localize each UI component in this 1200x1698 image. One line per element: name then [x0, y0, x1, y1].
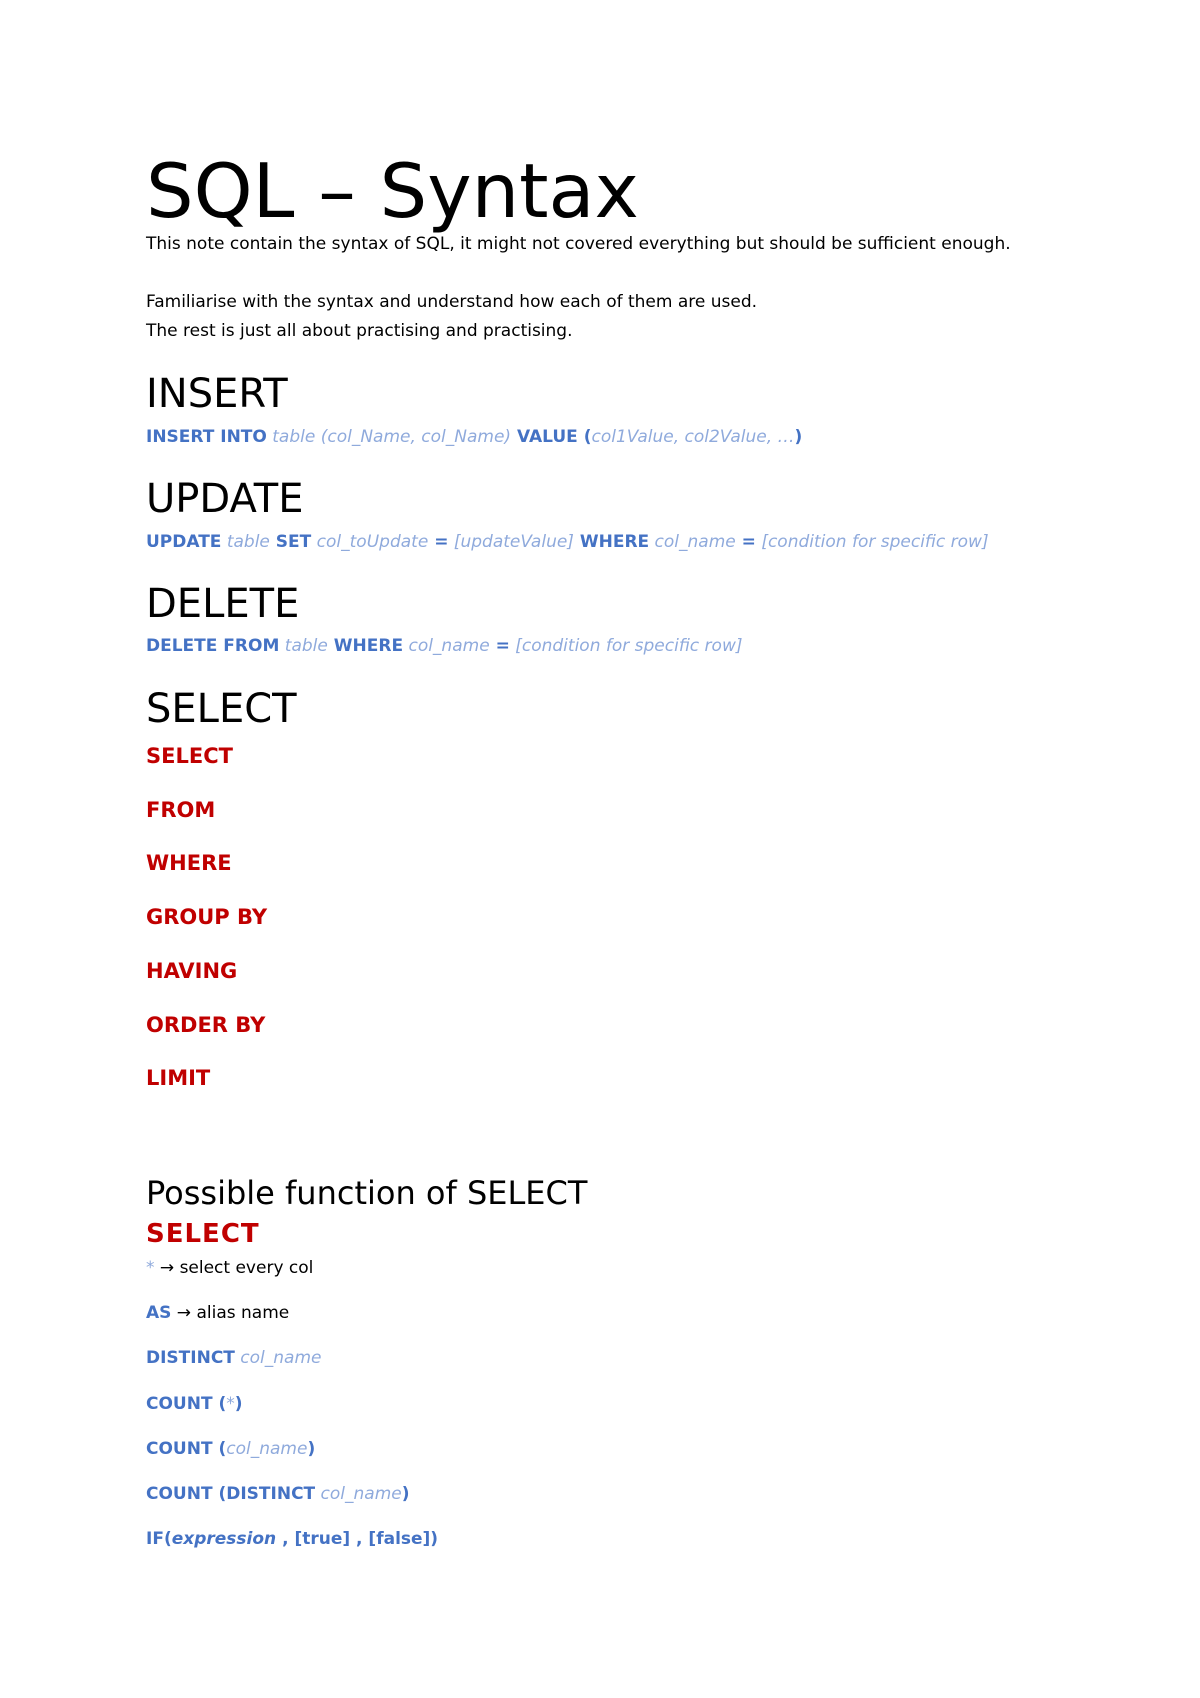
count-close-paren: )	[401, 1484, 410, 1504]
function-distinct	[146, 1346, 322, 1370]
count-keyword: COUNT (	[146, 1394, 227, 1414]
delete-where-keyword: WHERE	[327, 636, 404, 656]
insert-columns-placeholder: (col_Name, col_Name)	[315, 427, 512, 447]
update-equals: =	[428, 532, 449, 552]
distinct-column: col_name	[234, 1348, 322, 1368]
function-count-star	[146, 1392, 243, 1416]
count-col-arg: col_name	[226, 1439, 308, 1459]
delete-where-column: col_name	[403, 636, 490, 656]
functions-select-subheading: SELECT	[146, 1219, 260, 1249]
insert-values-placeholder: col1Value, col2Value, …	[591, 427, 795, 447]
intro-line-1: This note contain the syntax of SQL, it might not covered everything but should be sufficient enough.	[146, 234, 1011, 254]
insert-close-paren: )	[794, 427, 803, 447]
function-if	[146, 1527, 438, 1551]
update-condition-placeholder: [condition for specific row]	[755, 532, 989, 552]
page-title: SQL – Syntax	[146, 147, 639, 235]
distinct-keyword: DISTINCT	[146, 1348, 235, 1368]
count-close-paren: )	[307, 1439, 316, 1459]
function-count-distinct	[146, 1482, 410, 1506]
insert-table-placeholder: table	[266, 427, 316, 447]
function-star	[146, 1256, 313, 1280]
arrow-right-icon: →	[154, 1258, 180, 1278]
insert-heading: INSERT	[146, 371, 288, 417]
update-column-placeholder: col_toUpdate	[311, 532, 429, 552]
count-close-paren: )	[234, 1394, 243, 1414]
delete-condition-placeholder: [condition for specific row]	[509, 636, 743, 656]
function-count-col	[146, 1437, 315, 1461]
count-star-arg: *	[226, 1394, 235, 1414]
count-distinct-keyword: COUNT (DISTINCT	[146, 1484, 316, 1504]
delete-from-keyword: DELETE FROM	[146, 636, 280, 656]
if-expression-arg: expression	[171, 1529, 277, 1549]
arrow-right-icon: →	[171, 1303, 197, 1323]
select-clause-from: FROM	[146, 798, 216, 822]
select-clause-limit: LIMIT	[146, 1066, 211, 1090]
delete-heading: DELETE	[146, 581, 300, 627]
star-symbol: *	[146, 1258, 155, 1278]
intro-line-2: Familiarise with the syntax and understand how each of them are used.	[146, 292, 758, 312]
as-keyword: AS	[146, 1303, 172, 1323]
update-value-placeholder: [updateValue]	[448, 532, 574, 552]
delete-table-placeholder: table	[279, 636, 328, 656]
if-keyword: IF(	[146, 1529, 172, 1549]
update-syntax	[146, 530, 989, 554]
count-distinct-arg: col_name	[315, 1484, 402, 1504]
select-clause-where: WHERE	[146, 851, 232, 875]
as-description: alias name	[196, 1303, 290, 1323]
insert-value-keyword: VALUE	[511, 427, 578, 447]
insert-into-keyword: INSERT INTO	[146, 427, 267, 447]
insert-syntax	[146, 425, 802, 449]
update-where-column: col_name	[649, 532, 736, 552]
update-heading: UPDATE	[146, 476, 304, 522]
select-clause-having: HAVING	[146, 959, 238, 983]
functions-heading: Possible function of SELECT	[146, 1174, 588, 1212]
update-where-equals: =	[735, 532, 756, 552]
update-table-placeholder: table	[221, 532, 270, 552]
select-clause-group-by: GROUP BY	[146, 905, 268, 929]
select-clause-select: SELECT	[146, 744, 233, 768]
update-keyword: UPDATE	[146, 532, 222, 552]
intro-line-3: The rest is just all about practising and practising.	[146, 321, 573, 341]
function-as	[146, 1301, 289, 1325]
delete-equals: =	[489, 636, 510, 656]
delete-syntax	[146, 634, 742, 658]
select-clause-order-by: ORDER BY	[146, 1013, 266, 1037]
star-description: select every col	[179, 1258, 314, 1278]
count-keyword: COUNT (	[146, 1439, 227, 1459]
update-set-keyword: SET	[269, 532, 312, 552]
if-rest: , [true] , [false])	[276, 1529, 439, 1549]
update-where-keyword: WHERE	[573, 532, 650, 552]
select-heading: SELECT	[146, 686, 297, 732]
insert-open-paren: (	[577, 427, 592, 447]
